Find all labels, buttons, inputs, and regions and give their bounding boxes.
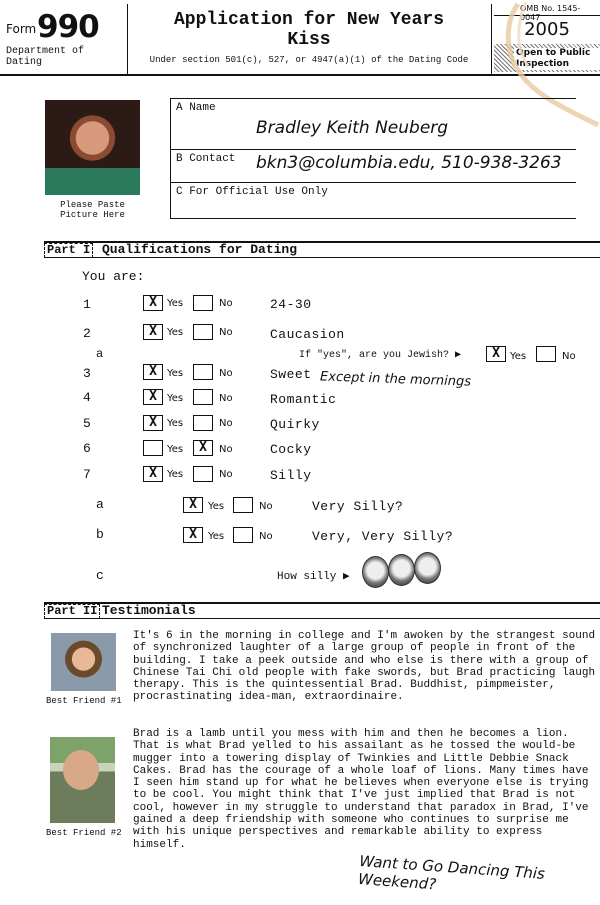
name-label: A Name [176, 102, 216, 114]
q2-yes-checkbox[interactable]: X [143, 324, 163, 340]
q2-text: Caucasion [270, 327, 345, 342]
part2-tag: Part II [44, 604, 100, 619]
yes-label: Yes [167, 298, 184, 309]
q4-text: Romantic [270, 392, 337, 407]
yes-label: Yes [167, 368, 184, 379]
name-row [171, 99, 576, 150]
page-title: Application for New Years Kiss [173, 10, 445, 50]
no-label: No [219, 298, 233, 309]
header-divider [491, 4, 492, 74]
part1-tag: Part I [44, 243, 93, 258]
contact-row [171, 150, 576, 183]
q7-no-checkbox[interactable] [193, 466, 213, 482]
you-are-label: You are: [82, 269, 145, 284]
testimonial-1: It's 6 in the morning in college and I'm awoken by the strangest sound of synchronized laughter of a large group of people in front of the building. I take a peek outside and who else is there with a group of Chinese Tai Chi old people with fake swords, but Brad practicing laugh therapy. This is the quintessential Brad. Buddhist, pimpmeister, procrastinating idea-man, extraordinaire. [133, 630, 596, 704]
no-label: No [219, 393, 233, 404]
q2a-prompt: If "yes", are you Jewish? ▶ [299, 350, 462, 361]
no-label: No [259, 501, 273, 512]
form-label: Form [6, 22, 37, 36]
page-subtitle: Under section 501(c), 527, or 4947(a)(1) of the Dating Code [149, 55, 469, 65]
part2-title: Testimonials [102, 603, 196, 618]
yes-label: Yes [167, 327, 184, 338]
q6-num: 6 [83, 441, 91, 456]
contact-label: B Contact [176, 153, 236, 165]
q3-text: Sweet [270, 367, 312, 382]
q7b-no-checkbox[interactable] [233, 527, 253, 543]
q2-num: 2 [83, 326, 91, 341]
header-divider [127, 4, 128, 74]
stooge-face-icon [414, 552, 441, 584]
stooge-face-icon [362, 556, 389, 588]
q4-yes-checkbox[interactable]: X [143, 389, 163, 405]
photo-caption: Please Paste Picture Here [60, 200, 125, 220]
q7-text: Silly [270, 468, 312, 483]
closing-note: Want to Go Dancing This Weekend? [357, 852, 546, 894]
q3-note: Except in the mornings [319, 369, 472, 390]
yes-label: Yes [167, 444, 184, 455]
yes-label: Yes [510, 351, 527, 362]
q7c-num: c [96, 568, 104, 583]
q2a-yes-checkbox[interactable]: X [486, 346, 506, 362]
form-number: 990 [37, 9, 99, 45]
yes-label: Yes [167, 469, 184, 480]
q6-text: Cocky [270, 442, 312, 457]
part1-header [44, 241, 600, 258]
q7a-yes-checkbox[interactable]: X [183, 497, 203, 513]
friend2-label: Best Friend #2 [46, 828, 122, 838]
q7b-num: b [96, 527, 104, 542]
info-box [170, 98, 576, 219]
q5-yes-checkbox[interactable]: X [143, 415, 163, 431]
friend1-photo [51, 633, 116, 691]
q1-text: 24-30 [270, 297, 312, 312]
q1-yes-checkbox[interactable]: X [143, 295, 163, 311]
yes-label: Yes [208, 531, 225, 542]
q6-yes-checkbox[interactable] [143, 440, 163, 456]
q7a-no-checkbox[interactable] [233, 497, 253, 513]
omb-number: OMB No. 1545-0047 [520, 4, 581, 22]
q3-no-checkbox[interactable] [193, 364, 213, 380]
no-label: No [219, 418, 233, 429]
no-label: No [562, 351, 576, 362]
department-text: Department of Dating [6, 46, 85, 68]
q1-no-checkbox[interactable] [193, 295, 213, 311]
q5-no-checkbox[interactable] [193, 415, 213, 431]
no-label: No [259, 531, 273, 542]
q6-no-checkbox[interactable]: X [193, 440, 213, 456]
open-inspection-text: Open to Public Inspection [514, 48, 600, 70]
q7b-text: Very, Very Silly? [312, 529, 454, 544]
q7a-text: Very Silly? [312, 499, 404, 514]
no-label: No [219, 327, 233, 338]
q3-num: 3 [83, 366, 91, 381]
q3-yes-checkbox[interactable]: X [143, 364, 163, 380]
friend2-face [63, 750, 99, 790]
official-row [171, 183, 576, 217]
stooge-face-icon [388, 554, 415, 586]
no-label: No [219, 469, 233, 480]
no-label: No [219, 444, 233, 455]
q5-text: Quirky [270, 417, 320, 432]
q1-num: 1 [83, 297, 91, 312]
official-label: C For Official Use Only [176, 186, 328, 198]
q7c-prompt: How silly ▶ [277, 571, 350, 583]
name-value: Bradley Keith Neuberg [256, 118, 449, 138]
q7-yes-checkbox[interactable]: X [143, 466, 163, 482]
q4-num: 4 [83, 390, 91, 405]
q7b-yes-checkbox[interactable]: X [183, 527, 203, 543]
q5-num: 5 [83, 416, 91, 431]
friend1-label: Best Friend #1 [46, 696, 122, 706]
q7-num: 7 [83, 467, 91, 482]
part2-header [44, 602, 600, 619]
q4-no-checkbox[interactable] [193, 389, 213, 405]
tax-year: 2005 [494, 15, 600, 45]
q7a-num: a [96, 497, 104, 512]
yes-label: Yes [167, 393, 184, 404]
testimonial-2: Brad is a lamb until you mess with him and then he becomes a lion. That is what Brad yelled to his assailant as he tossed the would-be mugger into a towering display of Twinkies and Little Debbie Snack Cakes. Brad has the courage of a whole loaf of lions. Many times have I seen him stand up for what he believes when everyone else is trying to be cool. You might think that I've just implied that Brad is not cool, however in my struggle to understand that paradox in Brad, I've gained a deep friendship with someone who continues to surprise me with his unique perspectives and remarkable ability to express himself. [133, 728, 589, 851]
q2-no-checkbox[interactable] [193, 324, 213, 340]
part1-title: Qualifications for Dating [102, 242, 298, 257]
no-label: No [219, 368, 233, 379]
q2a-no-checkbox[interactable] [536, 346, 556, 362]
contact-value: bkn3@columbia.edu, 510-938-3263 [256, 153, 562, 173]
q2a-num: a [96, 347, 104, 361]
yes-label: Yes [208, 501, 225, 512]
yes-label: Yes [167, 418, 184, 429]
profile-photo-shirt [45, 168, 140, 195]
